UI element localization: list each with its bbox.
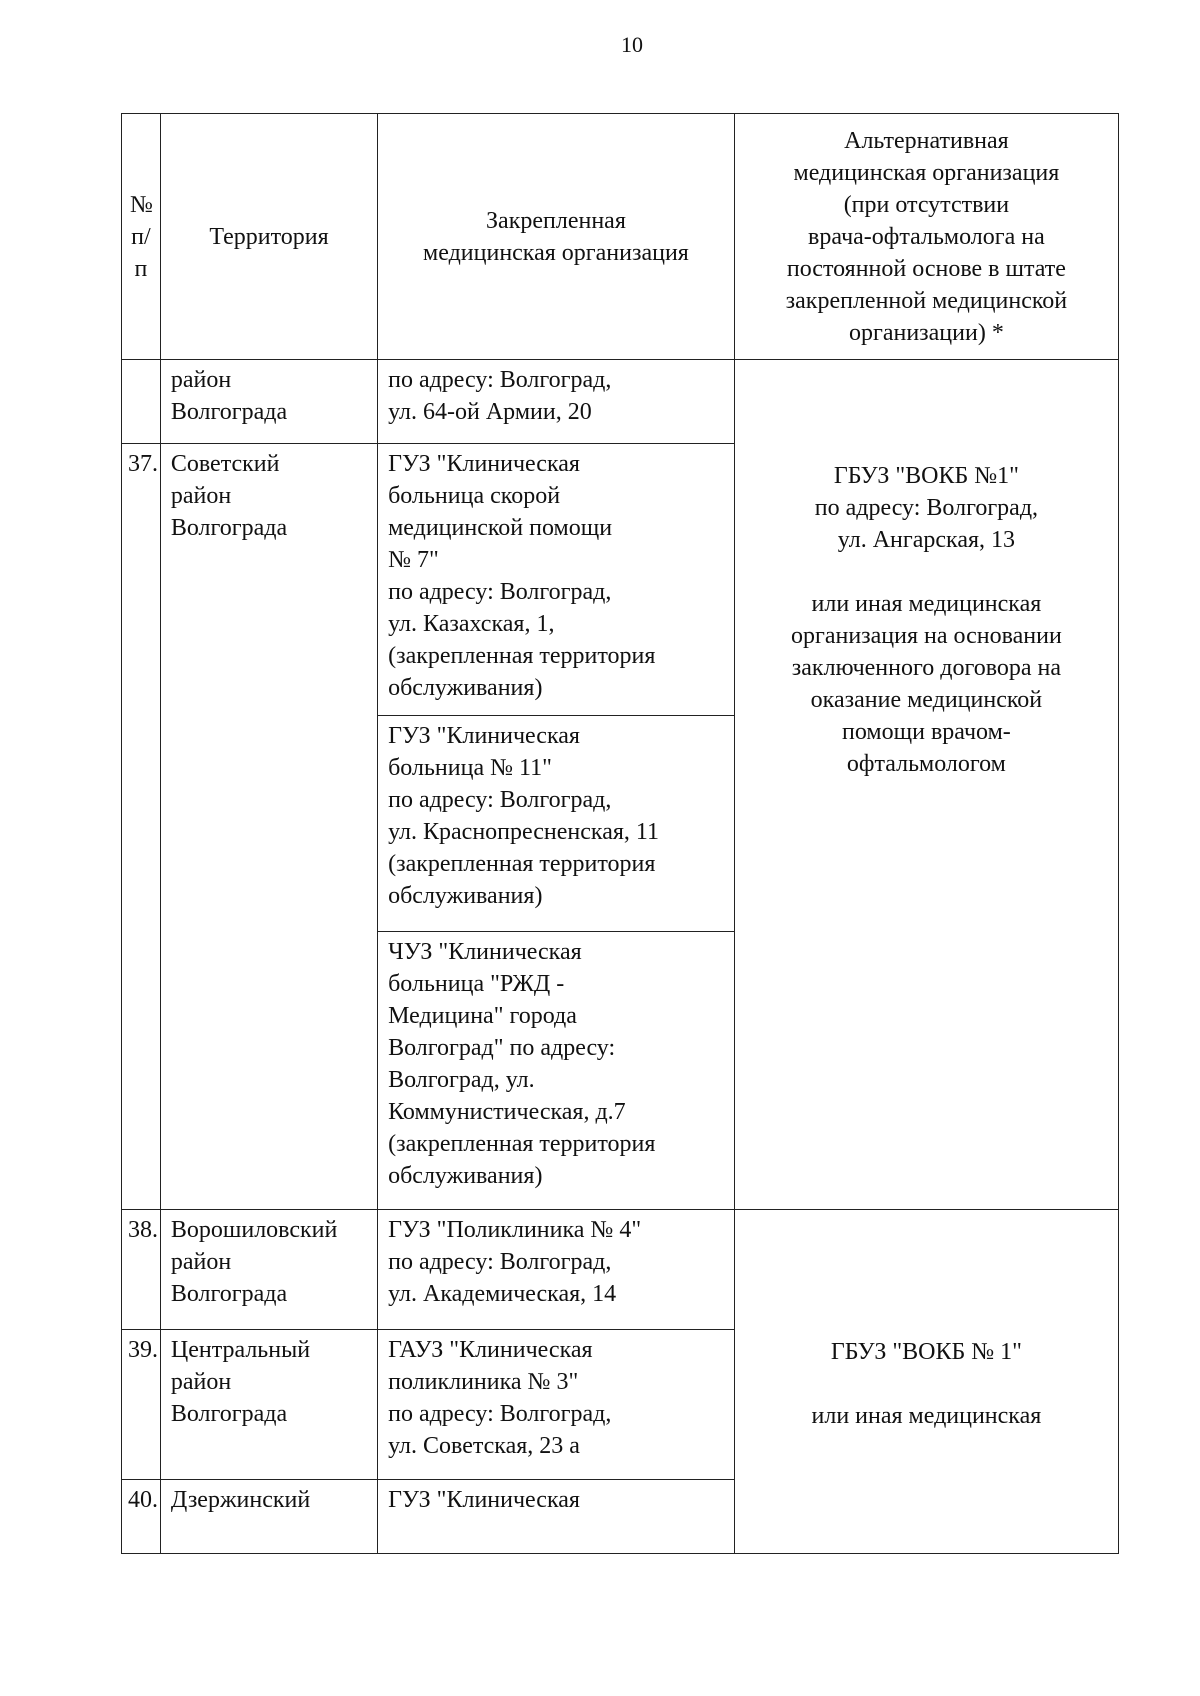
row-num: 39. <box>122 1330 161 1480</box>
row-territory: Дзержинский <box>160 1480 377 1554</box>
header-assigned-org: Закрепленная медицинская организация <box>378 114 735 360</box>
row-org: ГУЗ "Клиническая больница № 11" по адресу: Волгоград, ул. Краснопресненская, 11 (закрепленная территория обслуживания) <box>378 716 735 932</box>
row-org: по адресу: Волгоград, ул. 64-ой Армии, 20 <box>378 360 735 444</box>
page-number: 10 <box>621 32 643 57</box>
row-org: ГУЗ "Клиническая <box>378 1480 735 1554</box>
row-territory: Ворошиловский район Волгограда <box>160 1210 377 1330</box>
alternative-org-other: или иная медицинская организация на основании заключенного договора на оказание медицинской помощи врачом- офтальмологом <box>790 591 1062 777</box>
alternative-org-cell-1 <box>734 360 1118 1210</box>
row-num: 40. <box>122 1480 161 1554</box>
row-num: 38. <box>122 1210 161 1330</box>
row-territory: район Волгограда <box>160 360 377 444</box>
alternative-org-name: ГБУЗ "ВОКБ №1" по адресу: Волгоград, ул. Ангарская, 13 <box>814 463 1039 553</box>
row-territory: Советский район Волгограда <box>160 444 377 1210</box>
table-row <box>122 360 1119 444</box>
table-row <box>122 1210 1119 1330</box>
header-territory: Территория <box>160 114 377 360</box>
alternative-org-name: ГБУЗ "ВОКБ № 1" <box>830 1339 1022 1365</box>
row-num <box>122 360 161 444</box>
alternative-org-cell-2 <box>734 1210 1118 1554</box>
alternative-org-other: или иная медицинская <box>811 1403 1042 1429</box>
organizations-table <box>121 113 1119 1554</box>
row-org: ГАУЗ "Клиническая поликлиника № 3" по адресу: Волгоград, ул. Советская, 23 а <box>378 1330 735 1480</box>
row-org: ГУЗ "Клиническая больница скорой медицинской помощи № 7" по адресу: Волгоград, ул. Казахская, 1, (закрепленная территория обслуживания) <box>378 444 735 716</box>
row-num: 37. <box>122 444 161 1210</box>
table-header-row <box>122 114 1119 360</box>
row-org: ЧУЗ "Клиническая больница "РЖД - Медицина" города Волгоград" по адресу: Волгоград, ул. Коммунистическая, д.7 (закрепленная территория обслуживания) <box>378 932 735 1210</box>
header-num: № п/п <box>122 114 161 360</box>
row-territory: Центральный район Волгограда <box>160 1330 377 1480</box>
header-alternative-org: Альтернативная медицинская организация (при отсутствии врача-офтальмолога на постоянной основе в штате закрепленной медицинской организации) * <box>734 114 1118 360</box>
row-org: ГУЗ "Поликлиника № 4" по адресу: Волгоград, ул. Академическая, 14 <box>378 1210 735 1330</box>
